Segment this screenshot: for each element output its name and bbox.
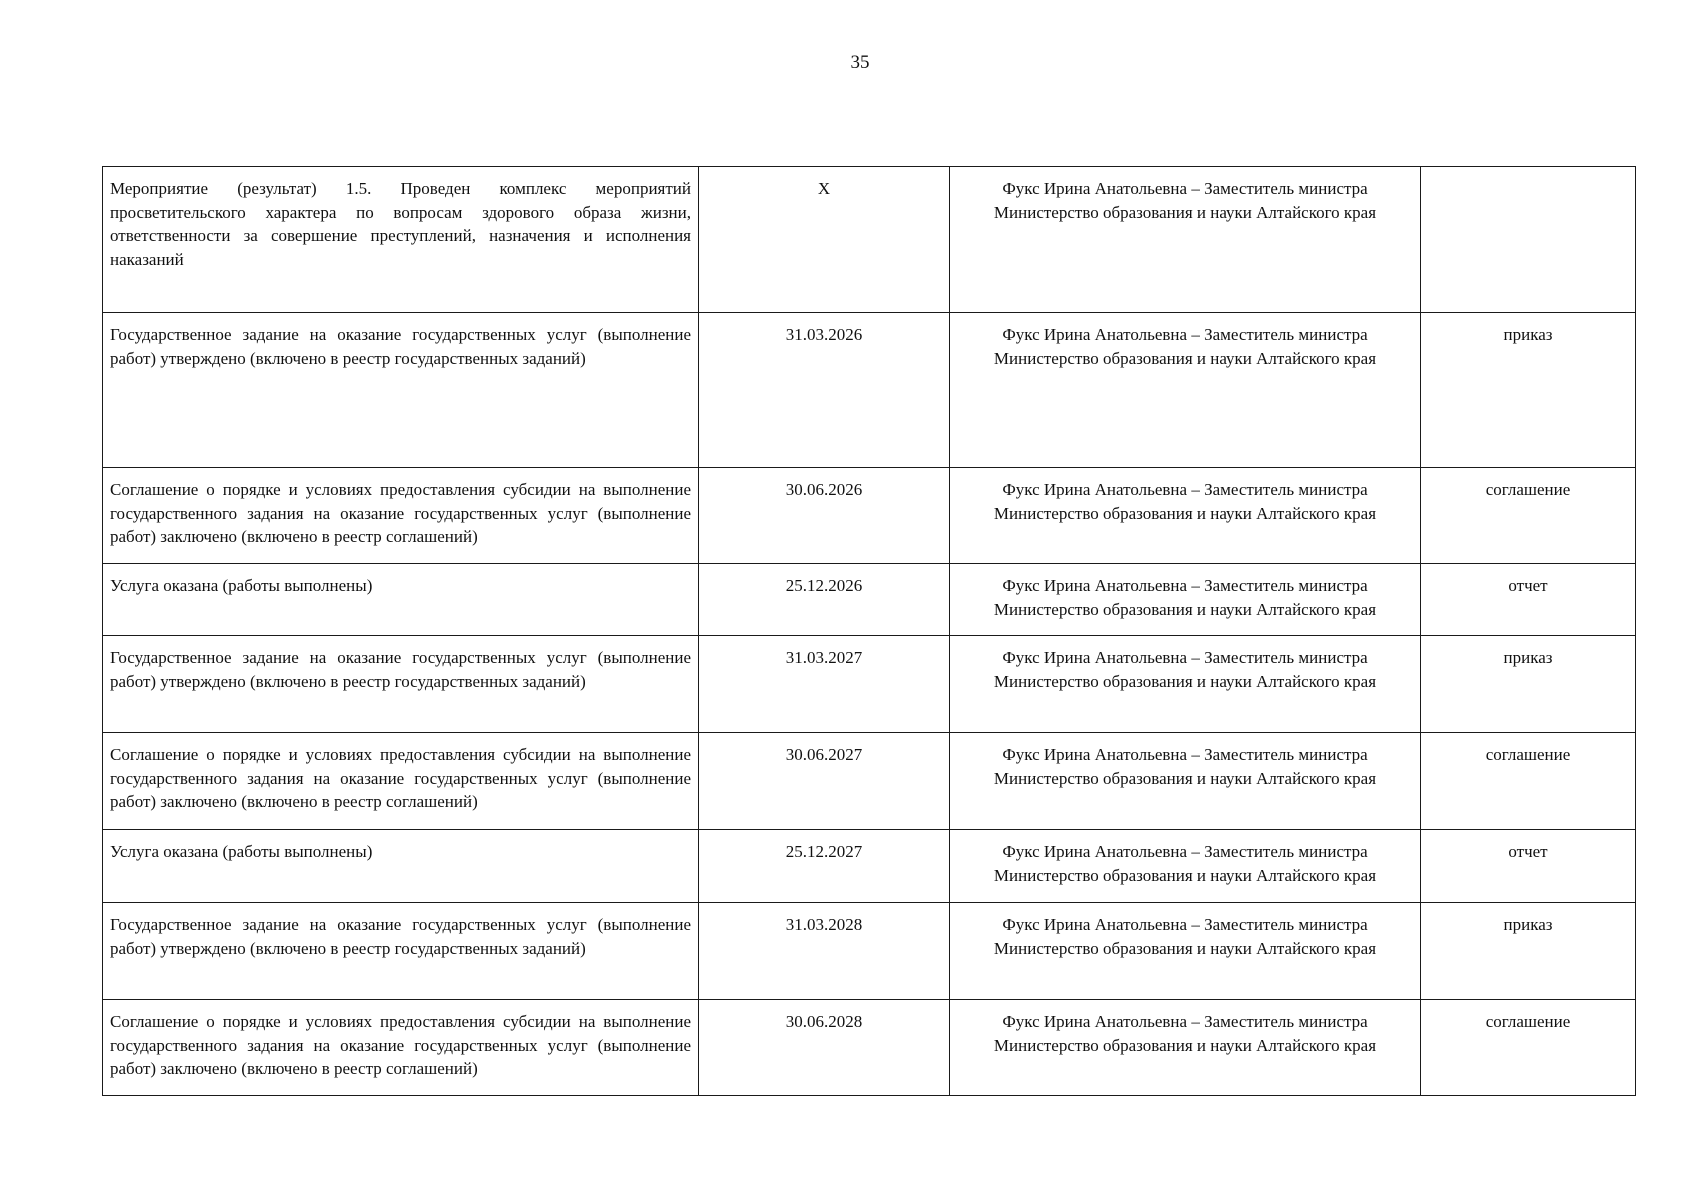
date-cell: 31.03.2027: [699, 636, 950, 733]
date-cell: 31.03.2026: [699, 313, 950, 468]
table-row: [103, 468, 1636, 564]
description-cell: Соглашение о порядке и условиях предоставления субсидии на выполнение государственного задания на оказание государственных услуг (выполнение работ) заключено (включено в реестр соглашений): [103, 1000, 699, 1096]
document-cell: приказ: [1421, 313, 1636, 468]
table-row: [103, 636, 1636, 733]
responsible-person: Фукс Ирина Анатольевна – Заместитель министра: [1002, 745, 1368, 764]
table-row: [103, 830, 1636, 903]
responsible-person: Фукс Ирина Анатольевна – Заместитель министра: [1002, 480, 1368, 499]
responsible-organization: Министерство образования и науки Алтайского края: [993, 865, 1377, 885]
document-cell: отчет: [1421, 564, 1636, 636]
responsible-person: Фукс Ирина Анатольевна – Заместитель министра: [1002, 1012, 1368, 1031]
responsible-organization: Министерство образования и науки Алтайского края: [993, 599, 1377, 619]
description-cell: Услуга оказана (работы выполнены): [103, 564, 699, 636]
responsible-person: Фукс Ирина Анатольевна – Заместитель министра: [1002, 648, 1368, 667]
responsible-organization: Министерство образования и науки Алтайского края: [993, 671, 1377, 691]
document-cell: соглашение: [1421, 1000, 1636, 1096]
plan-table: [102, 166, 1636, 1096]
table-row: [103, 733, 1636, 830]
description-cell: Соглашение о порядке и условиях предоставления субсидии на выполнение государственного задания на оказание государственных услуг (выполнение работ) заключено (включено в реестр соглашений): [103, 733, 699, 830]
responsible-organization: Министерство образования и науки Алтайского края: [993, 503, 1377, 523]
date-cell: 30.06.2027: [699, 733, 950, 830]
description-cell: Государственное задание на оказание государственных услуг (выполнение работ) утверждено (включено в реестр государственных заданий): [103, 636, 699, 733]
date-cell: 31.03.2028: [699, 903, 950, 1000]
responsible-person: Фукс Ирина Анатольевна – Заместитель министра: [1002, 842, 1368, 861]
table-row: [103, 564, 1636, 636]
table-row: [103, 167, 1636, 313]
description-cell: Соглашение о порядке и условиях предоставления субсидии на выполнение государственного задания на оказание государственных услуг (выполнение работ) заключено (включено в реестр соглашений): [103, 468, 699, 564]
date-cell: X: [699, 167, 950, 313]
responsible-cell: [950, 564, 1421, 636]
responsible-cell: [950, 636, 1421, 733]
document-cell: [1421, 167, 1636, 313]
description-cell: Услуга оказана (работы выполнены): [103, 830, 699, 903]
description-cell: Государственное задание на оказание государственных услуг (выполнение работ) утверждено (включено в реестр государственных заданий): [103, 903, 699, 1000]
table-row: [103, 1000, 1636, 1096]
description-cell: Мероприятие (результат) 1.5. Проведен комплекс мероприятий просветительского характера по вопросам здорового образа жизни, ответственности за совершение преступлений, назначения и исполнения наказаний: [103, 167, 699, 313]
responsible-organization: Министерство образования и науки Алтайского края: [993, 768, 1377, 788]
responsible-organization: Министерство образования и науки Алтайского края: [993, 348, 1377, 368]
responsible-cell: [950, 903, 1421, 1000]
responsible-person: Фукс Ирина Анатольевна – Заместитель министра: [1002, 576, 1368, 595]
responsible-person: Фукс Ирина Анатольевна – Заместитель министра: [1002, 325, 1368, 344]
responsible-organization: Министерство образования и науки Алтайского края: [993, 202, 1377, 222]
responsible-cell: [950, 830, 1421, 903]
responsible-person: Фукс Ирина Анатольевна – Заместитель министра: [1002, 915, 1368, 934]
document-cell: приказ: [1421, 636, 1636, 733]
date-cell: 30.06.2028: [699, 1000, 950, 1096]
date-cell: 25.12.2026: [699, 564, 950, 636]
document-cell: соглашение: [1421, 468, 1636, 564]
description-cell: Государственное задание на оказание государственных услуг (выполнение работ) утверждено (включено в реестр государственных заданий): [103, 313, 699, 468]
responsible-cell: [950, 1000, 1421, 1096]
page-number: 35: [850, 52, 870, 73]
document-cell: соглашение: [1421, 733, 1636, 830]
responsible-person: Фукс Ирина Анатольевна – Заместитель министра: [1002, 179, 1368, 198]
document-cell: приказ: [1421, 903, 1636, 1000]
responsible-cell: [950, 313, 1421, 468]
responsible-cell: [950, 468, 1421, 564]
document-cell: отчет: [1421, 830, 1636, 903]
table-row: [103, 313, 1636, 468]
responsible-cell: [950, 733, 1421, 830]
responsible-organization: Министерство образования и науки Алтайского края: [993, 938, 1377, 958]
date-cell: 30.06.2026: [699, 468, 950, 564]
responsible-organization: Министерство образования и науки Алтайского края: [993, 1035, 1377, 1055]
date-cell: 25.12.2027: [699, 830, 950, 903]
responsible-cell: [950, 167, 1421, 313]
table-row: [103, 903, 1636, 1000]
